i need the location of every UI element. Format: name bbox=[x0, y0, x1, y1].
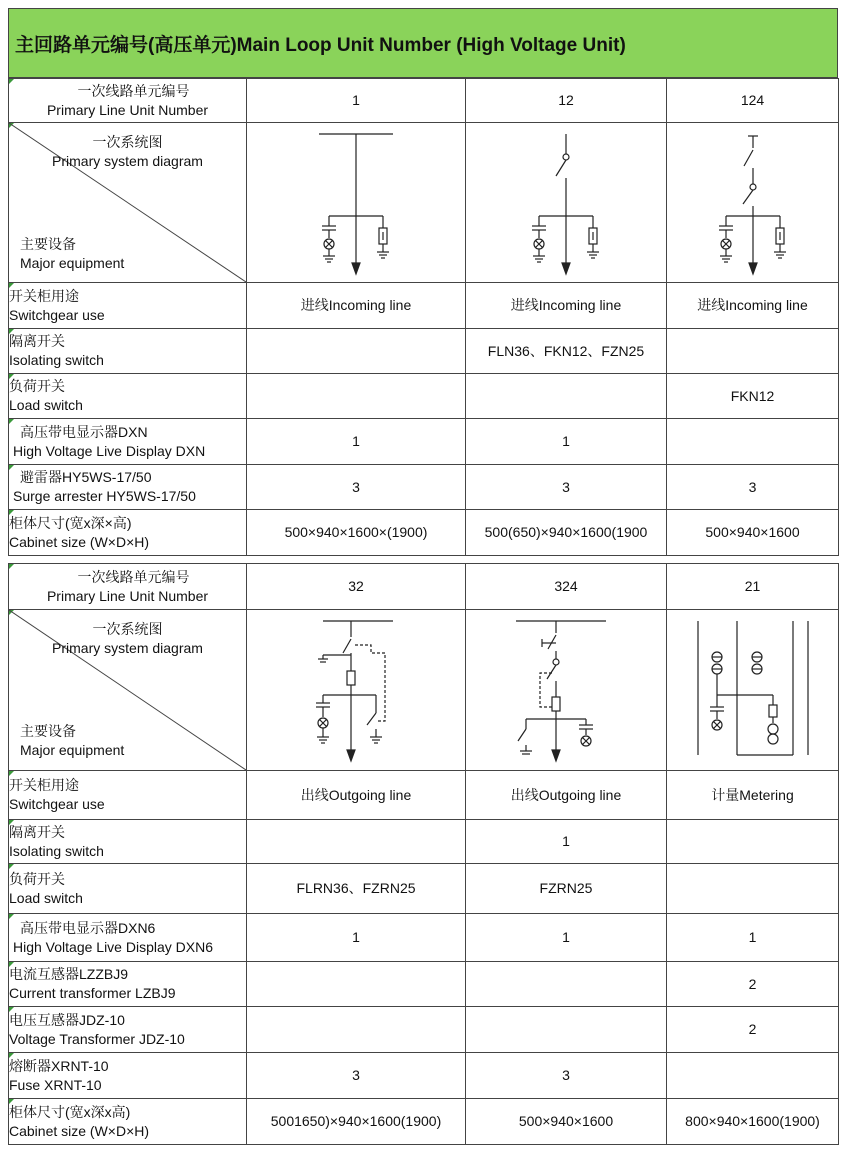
current-transformer bbox=[466, 962, 667, 1007]
table-row bbox=[9, 283, 839, 329]
table-row bbox=[9, 79, 839, 123]
isolating-switch: 1 bbox=[466, 820, 667, 864]
unit-number-label: 一次线路单元编号 Primary Line Unit Number bbox=[9, 564, 247, 610]
isolating-switch bbox=[247, 820, 466, 864]
spec-table-1 bbox=[8, 78, 839, 556]
surge-arrester: 3 bbox=[247, 465, 466, 510]
single-line-diagram-324 bbox=[506, 615, 626, 765]
table-row bbox=[9, 962, 839, 1007]
fuse: 3 bbox=[247, 1053, 466, 1099]
single-line-diagram-21 bbox=[693, 615, 813, 765]
switchgear-use: 进线Incoming line bbox=[466, 283, 667, 329]
voltage-transformer bbox=[466, 1007, 667, 1053]
table-row bbox=[9, 864, 839, 914]
load-switch: FZRN25 bbox=[466, 864, 667, 914]
hv-display: 1 bbox=[466, 419, 667, 465]
table-row bbox=[9, 610, 839, 771]
equipment-label: 主要设备 Major equipment bbox=[20, 723, 125, 758]
table-row bbox=[9, 564, 839, 610]
isolating-switch bbox=[667, 329, 839, 374]
isolating-switch-label: 隔离开关 Isolating switch bbox=[9, 329, 247, 374]
cabinet-size-label: 柜体尺寸(宽x深×高) Cabinet size (W×D×H) bbox=[9, 510, 247, 556]
unit-number: 21 bbox=[667, 564, 839, 610]
unit-number: 324 bbox=[466, 564, 667, 610]
table-row bbox=[9, 820, 839, 864]
single-line-diagram-1 bbox=[301, 128, 411, 278]
diagram-cell bbox=[667, 610, 839, 771]
cabinet-size: 5001650)×940×1600(1900) bbox=[247, 1099, 466, 1145]
isolating-switch-label: 隔离开关 Isolating switch bbox=[9, 820, 247, 864]
current-transformer: 2 bbox=[667, 962, 839, 1007]
isolating-switch: FLN36、FKN12、FZN25 bbox=[466, 329, 667, 374]
unit-number: 124 bbox=[667, 79, 839, 123]
spec-table-2 bbox=[8, 563, 839, 1145]
voltage-transformer: 2 bbox=[667, 1007, 839, 1053]
fuse: 3 bbox=[466, 1053, 667, 1099]
page-title: 主回路单元编号(高压单元)Main Loop Unit Number (High Voltage Unit) bbox=[8, 8, 838, 78]
fuse bbox=[667, 1053, 839, 1099]
load-switch bbox=[247, 374, 466, 419]
diagram-cell bbox=[667, 123, 839, 283]
table-row bbox=[9, 1007, 839, 1053]
switchgear-use: 计量Metering bbox=[667, 771, 839, 820]
diagram-label: 一次系统图 Primary system diagram bbox=[52, 134, 203, 169]
cabinet-size: 500×940×1600 bbox=[466, 1099, 667, 1145]
table-row bbox=[9, 419, 839, 465]
equipment-label: 主要设备 Major equipment bbox=[20, 236, 125, 271]
load-switch: FLRN36、FZRN25 bbox=[247, 864, 466, 914]
cabinet-size: 800×940×1600(1900) bbox=[667, 1099, 839, 1145]
switchgear-use: 出线Outgoing line bbox=[466, 771, 667, 820]
diagram-cell bbox=[247, 123, 466, 283]
diagram-cell bbox=[247, 610, 466, 771]
current-transformer bbox=[247, 962, 466, 1007]
diagram-label: 一次系统图 Primary system diagram bbox=[52, 621, 203, 656]
load-switch: FKN12 bbox=[667, 374, 839, 419]
surge-arrester: 3 bbox=[466, 465, 667, 510]
hv-display: 1 bbox=[466, 914, 667, 962]
cabinet-size: 500(650)×940×1600(1900 bbox=[466, 510, 667, 556]
hv-display: 1 bbox=[247, 419, 466, 465]
switchgear-use: 出线Outgoing line bbox=[247, 771, 466, 820]
diagram-cell bbox=[466, 610, 667, 771]
switchgear-use-label: 开关柜用途 Switchgear use bbox=[9, 283, 247, 329]
unit-number-label: 一次线路单元编号 Primary Line Unit Number bbox=[9, 79, 247, 123]
isolating-switch bbox=[247, 329, 466, 374]
table-row bbox=[9, 123, 839, 283]
hv-display bbox=[667, 419, 839, 465]
surge-arrester-label: 避雷器HY5WS-17/50 Surge arrester HY5WS-17/50 bbox=[9, 465, 247, 510]
cabinet-size-label: 柜体尺寸(宽x深x高) Cabinet size (W×D×H) bbox=[9, 1099, 247, 1145]
unit-number: 12 bbox=[466, 79, 667, 123]
table-row bbox=[9, 465, 839, 510]
table-row bbox=[9, 1053, 839, 1099]
cabinet-size: 500×940×1600 bbox=[667, 510, 839, 556]
switchgear-use: 进线Incoming line bbox=[667, 283, 839, 329]
hv-display-label: 高压带电显示器DXN High Voltage Live Display DXN bbox=[9, 419, 247, 465]
voltage-transformer bbox=[247, 1007, 466, 1053]
single-line-diagram-12 bbox=[511, 128, 621, 278]
single-line-diagram-124 bbox=[698, 128, 808, 278]
table-row bbox=[9, 510, 839, 556]
load-switch-label: 负荷开关 Load switch bbox=[9, 864, 247, 914]
table-row bbox=[9, 771, 839, 820]
unit-number: 1 bbox=[247, 79, 466, 123]
fuse-label: 熔断器XRNT-10 Fuse XRNT-10 bbox=[9, 1053, 247, 1099]
hv-display: 1 bbox=[667, 914, 839, 962]
hv-display: 1 bbox=[247, 914, 466, 962]
table-row bbox=[9, 1099, 839, 1145]
load-switch bbox=[667, 864, 839, 914]
switchgear-use: 进线Incoming line bbox=[247, 283, 466, 329]
voltage-transformer-label: 电压互感器JDZ-10 Voltage Transformer JDZ-10 bbox=[9, 1007, 247, 1053]
diagram-cell bbox=[466, 123, 667, 283]
load-switch-label: 负荷开关 Load switch bbox=[9, 374, 247, 419]
isolating-switch bbox=[667, 820, 839, 864]
diagram-equipment-label bbox=[9, 123, 247, 283]
surge-arrester: 3 bbox=[667, 465, 839, 510]
single-line-diagram-32 bbox=[301, 615, 411, 765]
switchgear-use-label: 开关柜用途 Switchgear use bbox=[9, 771, 247, 820]
table-row bbox=[9, 374, 839, 419]
diagram-equipment-label bbox=[9, 610, 247, 771]
table-row bbox=[9, 914, 839, 962]
current-transformer-label: 电流互感器LZZBJ9 Current transformer LZBJ9 bbox=[9, 962, 247, 1007]
unit-number: 32 bbox=[247, 564, 466, 610]
hv-display-label: 高压带电显示器DXN6 High Voltage Live Display DXN6 bbox=[9, 914, 247, 962]
load-switch bbox=[466, 374, 667, 419]
table-row bbox=[9, 329, 839, 374]
cabinet-size: 500×940×1600×(1900) bbox=[247, 510, 466, 556]
